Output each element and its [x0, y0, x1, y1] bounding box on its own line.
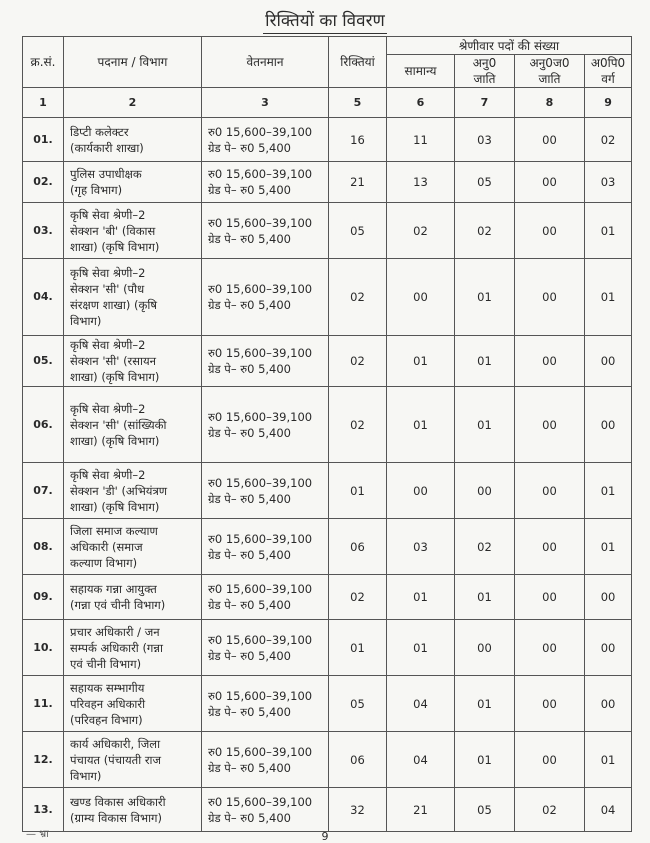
- cell-vacancies: 16: [329, 118, 387, 162]
- cell-post: कृषि सेवा श्रेणी–2 सेक्शन 'सी' (पौध संरक्षण शाखा) (कृषि विभाग): [64, 259, 202, 336]
- header-sno: क्र.सं.: [23, 37, 64, 88]
- cell-st: 00: [515, 519, 585, 575]
- column-number-row: 1 2 3 5 6 7 8 9: [23, 88, 632, 118]
- cell-post: कृषि सेवा श्रेणी–2 सेक्शन 'सी' (सांख्यिकी शाखा) (कृषि विभाग): [64, 387, 202, 463]
- table-row: [23, 732, 632, 788]
- cell-pay-scale: रु0 15,600–39,100 ग्रेड पे– रु0 5,400: [202, 732, 329, 788]
- table-row: [23, 519, 632, 575]
- cell-pay-scale: रु0 15,600–39,100 ग्रेड पे– रु0 5,400: [202, 676, 329, 732]
- table-row: [23, 463, 632, 519]
- table-row: [23, 118, 632, 162]
- handwritten-mark: — भ्रा: [26, 829, 49, 840]
- cell-post: कृषि सेवा श्रेणी–2 सेक्शन 'डी' (अभियंत्रण शाखा) (कृषि विभाग): [64, 463, 202, 519]
- cell-obc: 00: [585, 620, 632, 676]
- cell-sc: 01: [455, 387, 515, 463]
- cell-general: 01: [387, 575, 455, 620]
- cell-st: 02: [515, 788, 585, 832]
- cell-st: 00: [515, 676, 585, 732]
- cell-vacancies: 02: [329, 387, 387, 463]
- cell-vacancies: 06: [329, 519, 387, 575]
- cell-sno: 05.: [23, 336, 64, 387]
- cell-sno: 13.: [23, 788, 64, 832]
- cell-sc: 01: [455, 732, 515, 788]
- cell-sno: 10.: [23, 620, 64, 676]
- page-title: रिक्तियों का विवरण: [0, 8, 650, 31]
- table-row: [23, 387, 632, 463]
- cell-st: 00: [515, 575, 585, 620]
- header-post: पदनाम / विभाग: [64, 37, 202, 88]
- cell-sc: 05: [455, 788, 515, 832]
- cell-sc: 01: [455, 336, 515, 387]
- cell-vacancies: 02: [329, 575, 387, 620]
- cell-st: 00: [515, 620, 585, 676]
- table-row: [23, 620, 632, 676]
- cell-sno: 11.: [23, 676, 64, 732]
- cell-st: 00: [515, 259, 585, 336]
- header-sc: अनु0 जाति: [455, 55, 515, 88]
- cell-obc: 01: [585, 259, 632, 336]
- cell-sc: 03: [455, 118, 515, 162]
- cell-vacancies: 32: [329, 788, 387, 832]
- cell-vacancies: 01: [329, 620, 387, 676]
- cell-general: 01: [387, 620, 455, 676]
- cell-obc: 00: [585, 676, 632, 732]
- cell-post: कृषि सेवा श्रेणी–2 सेक्शन 'बी' (विकास शाखा) (कृषि विभाग): [64, 203, 202, 259]
- cell-post: खण्ड विकास अधिकारी (ग्राम्य विकास विभाग): [64, 788, 202, 832]
- cell-pay-scale: रु0 15,600–39,100 ग्रेड पे– रु0 5,400: [202, 259, 329, 336]
- table-row: [23, 259, 632, 336]
- cell-pay-scale: रु0 15,600–39,100 ग्रेड पे– रु0 5,400: [202, 788, 329, 832]
- cell-vacancies: 05: [329, 676, 387, 732]
- cell-sc: 01: [455, 575, 515, 620]
- table-row: [23, 575, 632, 620]
- cell-general: 02: [387, 203, 455, 259]
- cell-st: 00: [515, 203, 585, 259]
- cell-sc: 05: [455, 162, 515, 203]
- cell-sno: 12.: [23, 732, 64, 788]
- table-row: [23, 336, 632, 387]
- cell-st: 00: [515, 118, 585, 162]
- header-pay-scale: वेतनमान: [202, 37, 329, 88]
- cell-vacancies: 02: [329, 259, 387, 336]
- cell-sno: 01.: [23, 118, 64, 162]
- cell-sno: 04.: [23, 259, 64, 336]
- cell-pay-scale: रु0 15,600–39,100 ग्रेड पे– रु0 5,400: [202, 203, 329, 259]
- cell-obc: 01: [585, 519, 632, 575]
- cell-sno: 06.: [23, 387, 64, 463]
- cell-general: 01: [387, 336, 455, 387]
- cell-general: 01: [387, 387, 455, 463]
- cell-post: जिला समाज कल्याण अधिकारी (समाज कल्याण विभाग): [64, 519, 202, 575]
- table-row: [23, 676, 632, 732]
- cell-sc: 02: [455, 203, 515, 259]
- cell-post: डिप्टी कलेक्टर (कार्यकारी शाखा): [64, 118, 202, 162]
- cell-sno: 02.: [23, 162, 64, 203]
- cell-st: 00: [515, 463, 585, 519]
- cell-st: 00: [515, 162, 585, 203]
- cell-post: सहायक सम्भागीय परिवहन अधिकारी (परिवहन विभाग): [64, 676, 202, 732]
- cell-obc: 02: [585, 118, 632, 162]
- header-general: सामान्य: [387, 55, 455, 88]
- cell-sc: 00: [455, 463, 515, 519]
- cell-pay-scale: रु0 15,600–39,100 ग्रेड पे– रु0 5,400: [202, 336, 329, 387]
- cell-pay-scale: रु0 15,600–39,100 ग्रेड पे– रु0 5,400: [202, 162, 329, 203]
- cell-post: सहायक गन्ना आयुक्त (गन्ना एवं चीनी विभाग): [64, 575, 202, 620]
- cell-sno: 09.: [23, 575, 64, 620]
- cell-obc: 03: [585, 162, 632, 203]
- vacancy-table: [22, 36, 632, 832]
- cell-obc: 00: [585, 336, 632, 387]
- cell-vacancies: 21: [329, 162, 387, 203]
- cell-st: 00: [515, 732, 585, 788]
- cell-sc: 01: [455, 259, 515, 336]
- header-st: अनु0ज0 जाति: [515, 55, 585, 88]
- header-obc: अ0पि0 वर्ग: [585, 55, 632, 88]
- cell-post: प्रचार अधिकारी / जन सम्पर्क अधिकारी (गन्ना एवं चीनी विभाग): [64, 620, 202, 676]
- cell-sno: 08.: [23, 519, 64, 575]
- cell-obc: 01: [585, 732, 632, 788]
- cell-sc: 00: [455, 620, 515, 676]
- cell-post: कृषि सेवा श्रेणी–2 सेक्शन 'सी' (रसायन शाखा) (कृषि विभाग): [64, 336, 202, 387]
- cell-pay-scale: रु0 15,600–39,100 ग्रेड पे– रु0 5,400: [202, 519, 329, 575]
- cell-st: 00: [515, 336, 585, 387]
- cell-general: 11: [387, 118, 455, 162]
- cell-general: 00: [387, 259, 455, 336]
- cell-obc: 04: [585, 788, 632, 832]
- cell-general: 03: [387, 519, 455, 575]
- cell-sno: 07.: [23, 463, 64, 519]
- table-row: [23, 162, 632, 203]
- cell-vacancies: 01: [329, 463, 387, 519]
- cell-vacancies: 05: [329, 203, 387, 259]
- cell-vacancies: 06: [329, 732, 387, 788]
- cell-sc: 01: [455, 676, 515, 732]
- cell-pay-scale: रु0 15,600–39,100 ग्रेड पे– रु0 5,400: [202, 387, 329, 463]
- cell-pay-scale: रु0 15,600–39,100 ग्रेड पे– रु0 5,400: [202, 463, 329, 519]
- cell-sno: 03.: [23, 203, 64, 259]
- cell-post: कार्य अधिकारी, जिला पंचायत (पंचायती राज विभाग): [64, 732, 202, 788]
- cell-general: 04: [387, 732, 455, 788]
- table-row: [23, 203, 632, 259]
- cell-obc: 01: [585, 203, 632, 259]
- cell-obc: 01: [585, 463, 632, 519]
- cell-general: 04: [387, 676, 455, 732]
- page-number: 9: [321, 830, 329, 843]
- header-vacancies: रिक्तियां: [329, 37, 387, 88]
- cell-general: 00: [387, 463, 455, 519]
- cell-pay-scale: रु0 15,600–39,100 ग्रेड पे– रु0 5,400: [202, 118, 329, 162]
- cell-post: पुलिस उपाधीक्षक (गृह विभाग): [64, 162, 202, 203]
- cell-obc: 00: [585, 387, 632, 463]
- cell-general: 13: [387, 162, 455, 203]
- cell-st: 00: [515, 387, 585, 463]
- header-category-group: श्रेणीवार पदों की संख्या: [387, 37, 632, 55]
- cell-pay-scale: रु0 15,600–39,100 ग्रेड पे– रु0 5,400: [202, 575, 329, 620]
- table-row: [23, 788, 632, 832]
- cell-pay-scale: रु0 15,600–39,100 ग्रेड पे– रु0 5,400: [202, 620, 329, 676]
- cell-vacancies: 02: [329, 336, 387, 387]
- cell-sc: 02: [455, 519, 515, 575]
- cell-general: 21: [387, 788, 455, 832]
- cell-obc: 00: [585, 575, 632, 620]
